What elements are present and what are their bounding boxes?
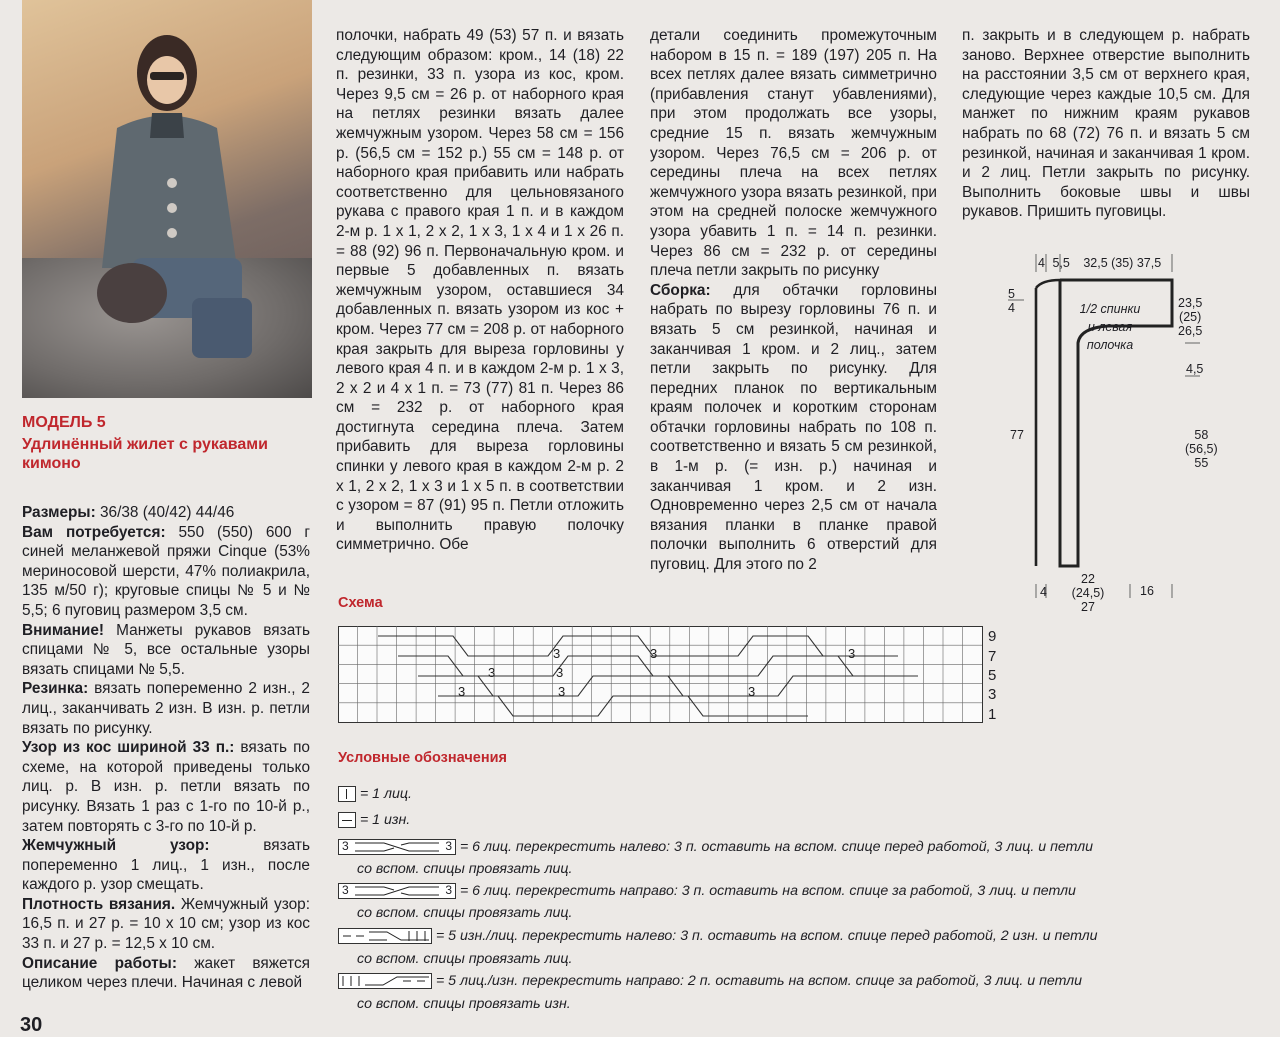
column-4-text: п. закрыть и в следующем р. набрать заново. Верхнее отверстие выполнить на расстоянии 3,5 см от верхнего края, следующие через каждые 10,5 см. Для манжет по нижним краям рукавов набрать по 68 (72) 76 п. и вязать 5 см резинкой, начиная и заканчивая 1 кром. и 2 лиц. Петли закрыть по рисунку. Выполнить боковые швы и швы рукавов. Пришить пуговицы. xyxy=(962,27,1250,221)
sizes-label: Размеры: xyxy=(22,504,96,521)
svg-text:3: 3 xyxy=(558,684,566,699)
legend-cross-left xyxy=(338,928,1098,944)
dim-right-4: 4,5 xyxy=(1186,362,1204,376)
cable-right-digit-1: 3 xyxy=(342,883,349,898)
legend-cable-left-text: = 6 лиц. перекрестить налево: 3 п. оставить на вспом. спице перед работой, 3 лиц. и петли xyxy=(459,839,1094,855)
svg-text:3: 3 xyxy=(458,684,466,699)
label-line-2: и левая xyxy=(1087,320,1133,334)
cable-left-digit-1: 3 xyxy=(342,839,349,854)
row-label-9: 9 xyxy=(988,628,997,645)
svg-text:3: 3 xyxy=(488,665,496,680)
page-number: 30 xyxy=(20,1014,43,1036)
legend-knit-text: = 1 лиц. xyxy=(359,786,412,802)
svg-text:3: 3 xyxy=(650,646,658,661)
purl-symbol xyxy=(338,812,356,828)
dim-bottom-5: 16 xyxy=(1140,584,1154,598)
legend-cross-left-text-2: со вспом. спицы провязать лиц. xyxy=(357,951,573,967)
legend-cable-right-text-2: со вспом. спицы провязать лиц. xyxy=(357,905,573,921)
cross-left-symbol xyxy=(338,928,432,944)
cable-chart xyxy=(338,626,984,724)
schematic-right-dims-bottom xyxy=(1185,428,1218,470)
column-4 xyxy=(962,26,1250,222)
dim-bottom-4: 27 xyxy=(1081,600,1095,614)
dim-right-2: (25) xyxy=(1179,310,1202,324)
cable-right-symbol xyxy=(338,883,456,899)
scheme-title: Схема xyxy=(338,595,383,611)
legend-cable-left xyxy=(338,839,1093,855)
cable-left-digit-2: 3 xyxy=(445,839,452,854)
row-label-1: 1 xyxy=(988,706,997,723)
column-2-text: полочки, набрать 49 (53) 57 п. и вязать следующим образом: кром., 14 (18) 22 п. резинки, 33 п. узора из кос, кром. Через 9,5 см = 26 р. от наборного края на петлях резинки вязать далее жемчужным узором. Через 58 см = 156 р. (56,5 см = 152 р.) 55 см = 148 р. от наборного края прибавить или набрать соответственно для цельновязаного рукава с правого края 1 п. и в каждом 2-м р. 1 х 1, 2 х 2, 1 х 3, 1 х 4 и 1 х 26 п. = 88 (92) 96 п. Первоначальную кром. и первые 5 добавленных п. вязать жемчужным узором, оставшиеся 34 добавленных п. вязать узором из кос + кром. Через 77 см = 208 р. от наборного края закрыть для выреза горловины у левого края 4 п. и в каждом 2-м р. 1 х 3, 2 х 2 и 4 х 1 п. = 73 (77) 81 п. Через 86 см = 232 р. от наборного края достигнута середина плеча. Затем прибавить для выреза горловины спинки у левого края в каждом 2-м р. 2 х 1, 2 х 2, 1 х 3 и 1 х 5 п. в соответствии с узором = 87 (91) 95 п. Петли отложить и выполнить правую полочку симметрично. Обе xyxy=(336,27,624,554)
schematic-left-dims xyxy=(1008,287,1015,315)
schematic-bottom-dims xyxy=(1066,572,1110,614)
cable-left-symbol xyxy=(338,839,456,855)
dim-top-2: 5,5 xyxy=(1052,256,1070,270)
schematic-label xyxy=(1070,300,1150,354)
bleed-through-text xyxy=(960,240,1000,580)
svg-text:3: 3 xyxy=(748,684,756,699)
dim-top-3: 32,5 (35) 37,5 xyxy=(1083,256,1162,270)
description-label: Описание работы: xyxy=(22,954,177,972)
woman-in-vest-image xyxy=(72,18,272,378)
pearl-label: Жемчужный узор: xyxy=(22,837,210,855)
legend-purl-text: = 1 изн. xyxy=(359,812,411,828)
dim-left-length: 77 xyxy=(1010,428,1024,442)
dim-bottom-3: (24,5) xyxy=(1071,586,1105,600)
model-photo xyxy=(22,0,312,398)
description-text: жакет вяжется целиком через плечи. Начиная с левой xyxy=(22,954,311,992)
materials-label: Вам потребуется: xyxy=(22,523,166,541)
schematic-right-dims-top xyxy=(1178,296,1202,338)
row-label-7: 7 xyxy=(988,648,997,665)
assembly-text: для обтачки горловины набрать по вырезу горловины 76 п. и вязать 5 см резинкой, начиная и заканчивая 1 кром. и 2 лиц., затем петли закрыть по рисунку. Для передних планок по вертикальным краям полочек и коротким сторонам обтачки горловины набрать по 108 п. соответственно и вязать 5 см резинкой, в 1-м р. (= изн. р.) начиная и заканчивая 1 кром. и 2 изн. Одновременно через 2,5 см от начала вязания планки в планке правой полочки выполнить 6 отверстий для пуговиц. Для этого по 2 xyxy=(650,281,937,574)
model-title: МОДЕЛЬ 5 xyxy=(22,414,106,431)
column-3-text: детали соединить промежуточным набором в 15 п. = 189 (197) 205 п. На всех петлях далее вязать симметрично (прибавления станут убавлениями), при этом продолжать все узоры, средние 15 п. вязать жемчужным узором. Через 76,5 см = 206 р. от середины плеча на всех петлях жемчужного узора вязать резинкой, при этом на средней полоске жемчужного узора убавить 1 п. = 14 п. резинки. Через 86 см = 232 р. от середины плеча петли закрыть по рисунку xyxy=(650,27,937,280)
legend-cable-right-text: = 6 лиц. перекрестить направо: 3 п. оставить на вспом. спице за работой, 3 лиц. и петли xyxy=(459,883,1076,899)
dim-top-1: 4 xyxy=(1038,256,1045,270)
cable-right-digit-2: 3 xyxy=(445,883,452,898)
dim-bottom-1: 4 xyxy=(1040,585,1047,599)
legend-knit xyxy=(338,786,412,802)
density-text: Жемчужный узор: 16,5 п. и 27 р. = 10 х 10 см; узор из кос 33 п. и 27 р. = 12,5 х 10 см. xyxy=(22,895,311,953)
dim-right-1: 23,5 xyxy=(1178,296,1203,310)
row-label-5: 5 xyxy=(988,667,997,684)
rib-label: Резинка: xyxy=(22,680,89,698)
attention-label: Внимание! xyxy=(22,621,105,639)
cross-right-symbol xyxy=(338,973,432,989)
dim-right-5: 58 xyxy=(1194,428,1209,442)
svg-text:3: 3 xyxy=(556,665,564,680)
cable-label: Узор из кос шириной 33 п.: xyxy=(22,739,235,757)
label-line-1: 1/2 спинки xyxy=(1079,302,1141,316)
legend-cross-left-text: = 5 изн./лиц. перекрестить налево: 3 п. оставить на вспом. спице перед работой, 2 изн. и петли xyxy=(435,928,1098,944)
legend-title: Условные обозначения xyxy=(338,750,507,766)
schematic-top-dims xyxy=(1038,256,1188,270)
svg-text:3: 3 xyxy=(553,646,561,661)
materials-text: 550 (550) 600 г синей меланжевой пряжи Cinque (53% мериносовой шерсти, 47% полиакрила, 135 м/50 г); круговые спицы № 5 и № 5,5; 6 пуговиц размером 3,5 см. xyxy=(22,523,310,619)
svg-text:3: 3 xyxy=(848,646,856,661)
pearl-text: вязать попеременно 1 лиц., 1 изн., после каждого р. узор смещать. xyxy=(22,837,310,894)
dim-bottom-2: 22 xyxy=(1081,572,1095,586)
legend-cross-right-text-2: со вспом. спицы провязать изн. xyxy=(357,996,571,1012)
dim-left-2: 4 xyxy=(1008,301,1015,315)
label-line-3: полочка xyxy=(1086,338,1134,352)
column-3 xyxy=(650,26,937,575)
legend-cross-right xyxy=(338,973,1082,989)
model-heading xyxy=(22,413,314,473)
dim-right-6: (56,5) xyxy=(1185,442,1218,456)
dim-left-1: 5 xyxy=(1008,287,1015,301)
assembly-label: Сборка: xyxy=(650,281,711,299)
legend-cable-right xyxy=(338,883,1076,899)
dim-right-3: 26,5 xyxy=(1178,324,1203,338)
knit-symbol xyxy=(338,786,356,802)
column-1 xyxy=(22,503,310,993)
dim-right-7: 55 xyxy=(1194,456,1209,470)
legend-cable-left-text-2: со вспом. спицы провязать лиц. xyxy=(357,861,573,877)
row-label-3: 3 xyxy=(988,686,997,703)
rib-text: вязать попеременно 2 изн., 2 лиц., заканчивать 2 изн. В изн. р. петли вязать по рисунку. xyxy=(22,680,310,737)
attention-text: Манжеты рукавов вязать спицами № 5, все остальные узоры вязать спицами № 5,5. xyxy=(22,621,310,678)
column-2 xyxy=(336,26,624,555)
sizes-text: 36/38 (40/42) 44/46 xyxy=(95,504,235,521)
legend-cross-right-text: = 5 лиц./изн. перекрестить направо: 2 п. оставить на вспом. спице за работой, 3 лиц. и петли xyxy=(435,973,1083,989)
legend-purl xyxy=(338,812,410,828)
cable-text: вязать по схеме, на которой приведены только лиц. р. В изн. р. петли вязать по рисунку. Вязать 1 раз с 1-го по 10-й р., затем повторять с 3-го по 10-й р. xyxy=(22,739,310,835)
model-subtitle: Удлинённый жилет с рукавами кимоно xyxy=(22,436,268,472)
density-label: Плотность вязания. xyxy=(22,895,176,913)
